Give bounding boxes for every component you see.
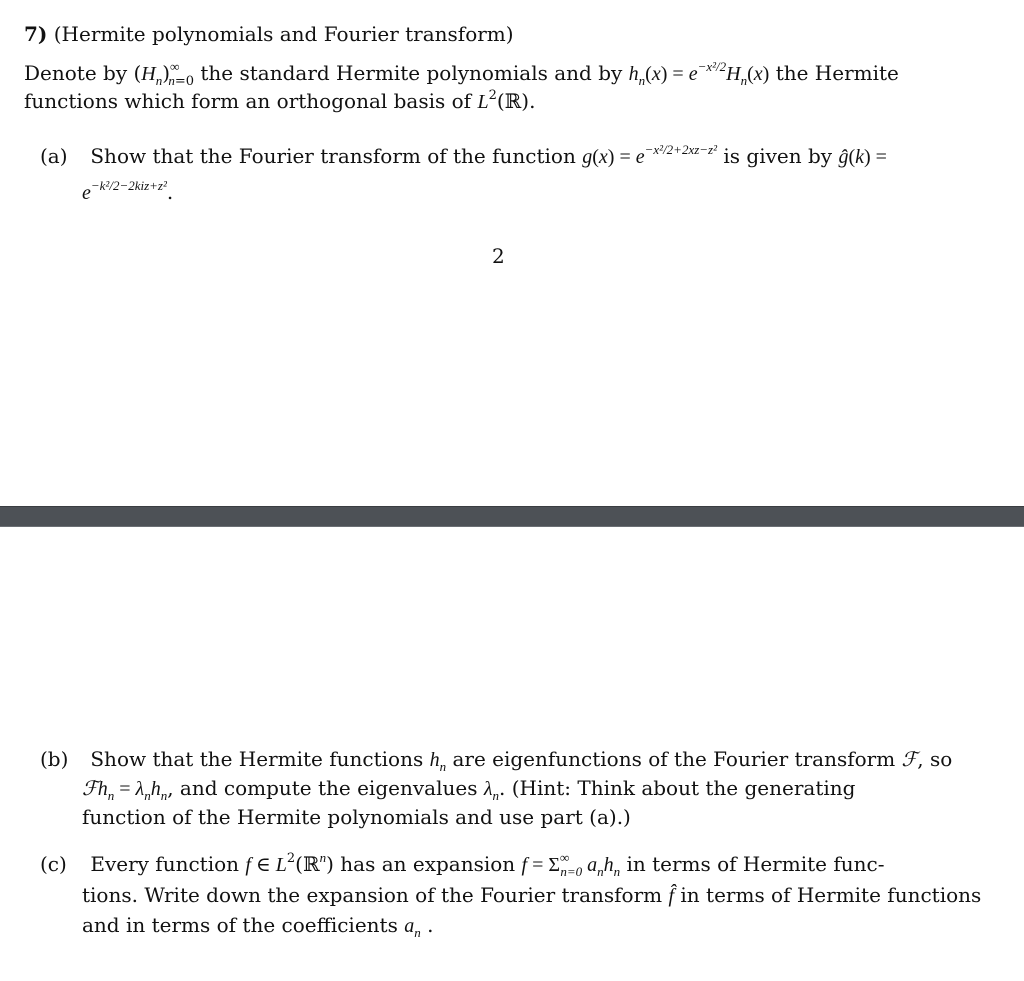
part-b-text-6: function of the Hermite polynomials and use part (a).) (82, 805, 631, 829)
part-b-text-5: . (Hint: Think about the generating (498, 776, 856, 800)
hermite-expansion: $f = \Sigma^\infty_{n=0}$ $a_nh_n$ (521, 850, 621, 879)
f-hat: f̂ (668, 885, 675, 907)
sequence-range: ∞ (170, 59, 180, 74)
part-c-label: (c) (40, 852, 67, 876)
function-g-hat: ĝ(k) = (838, 146, 887, 168)
part-b-line-2 (82, 776, 855, 801)
part-b-text-2: are eigenfunctions of the Fourier transform (452, 747, 896, 771)
problem-number: 7) (24, 22, 48, 46)
hermite-function-def: $h_n(x) = e^{-x^2/2}H_n(x)$ (628, 59, 770, 88)
eigen-equation: ℱh$_n$ = $\lambda_nh_n$ (82, 778, 168, 803)
intro-line-2: functions which form an orthogonal basis of $L^2(ℝ)$. (24, 88, 536, 113)
part-a-text-1: Show that the Fourier transform of the function (90, 144, 576, 168)
l2-space: L (477, 91, 489, 113)
intro-line-1: Denote by $(H_n)^\infty_{n=0}$ the standard Hermite polynomials and by $h_n(x) = e^{-x^2/2}H_n(x)$ the Hermite (24, 59, 899, 89)
page-number: 2 (492, 244, 505, 268)
fourier-operator: ℱ (901, 749, 918, 771)
problem-title: (Hermite polynomials and Fourier transform) (53, 22, 514, 46)
page-lower (0, 527, 1024, 981)
part-c-line-2 (82, 883, 981, 908)
coefficients: $a_n$ (404, 915, 421, 940)
intro-text-c: the Hermite (775, 61, 899, 85)
part-b-line-3 (82, 805, 631, 829)
intro-text-a: Denote by ( (24, 61, 142, 85)
page-separator (0, 506, 1024, 527)
eigenvalues: $\lambda_n$ (483, 778, 499, 803)
function-membership: f ∈ L (245, 854, 287, 876)
part-c-text-3: in terms of Hermite func- (626, 852, 885, 876)
hermite-sequence: $H_n$ (141, 63, 163, 88)
part-a-line-2: $e^{-k^2/2-2kiz+z^2}$. (82, 178, 174, 204)
g-hat-result: $e^{-k^2/2-2kiz+z^2}$ (82, 178, 167, 204)
part-c-text-4: tions. Write down the expansion of the Fourier transform (82, 883, 663, 907)
intro-text-b: the standard Hermite polynomials and by (200, 61, 623, 85)
part-a-text-2: is given by (723, 144, 833, 168)
part-c-text-2: has an expansion (340, 852, 516, 876)
part-b-text-3: , so (917, 747, 953, 771)
problem-heading (24, 22, 514, 46)
hermite-hn: $h_n$ (429, 749, 447, 774)
part-a-label: (a) (40, 144, 68, 168)
part-a-line-1 (40, 144, 887, 169)
part-c-text-5: in terms of Hermite functions (680, 883, 982, 907)
part-b-text-1: Show that the Hermite functions (90, 747, 424, 771)
part-c-text-7: . (427, 913, 434, 937)
part-b-text-4: , and compute the eigenvalues (167, 776, 478, 800)
part-c-text-1: Every function (90, 852, 240, 876)
part-c-line-1: (c) Every function f ∈ $L^2(ℝ^n)$ has an expansion $f = \Sigma^\infty_{n=0}$ $a_nh_n$ in terms of Hermite func- (40, 850, 885, 879)
part-b-label: (b) (40, 747, 69, 771)
function-g: $g(x) = e^{-x^2/2+2xz-z^2}$ (582, 142, 718, 168)
part-c-line-3 (82, 913, 433, 938)
part-b-line-1 (40, 747, 952, 772)
part-c-text-6: and in terms of the coefficients (82, 913, 398, 937)
intro-text-d: functions which form an orthogonal basis of (24, 89, 472, 113)
